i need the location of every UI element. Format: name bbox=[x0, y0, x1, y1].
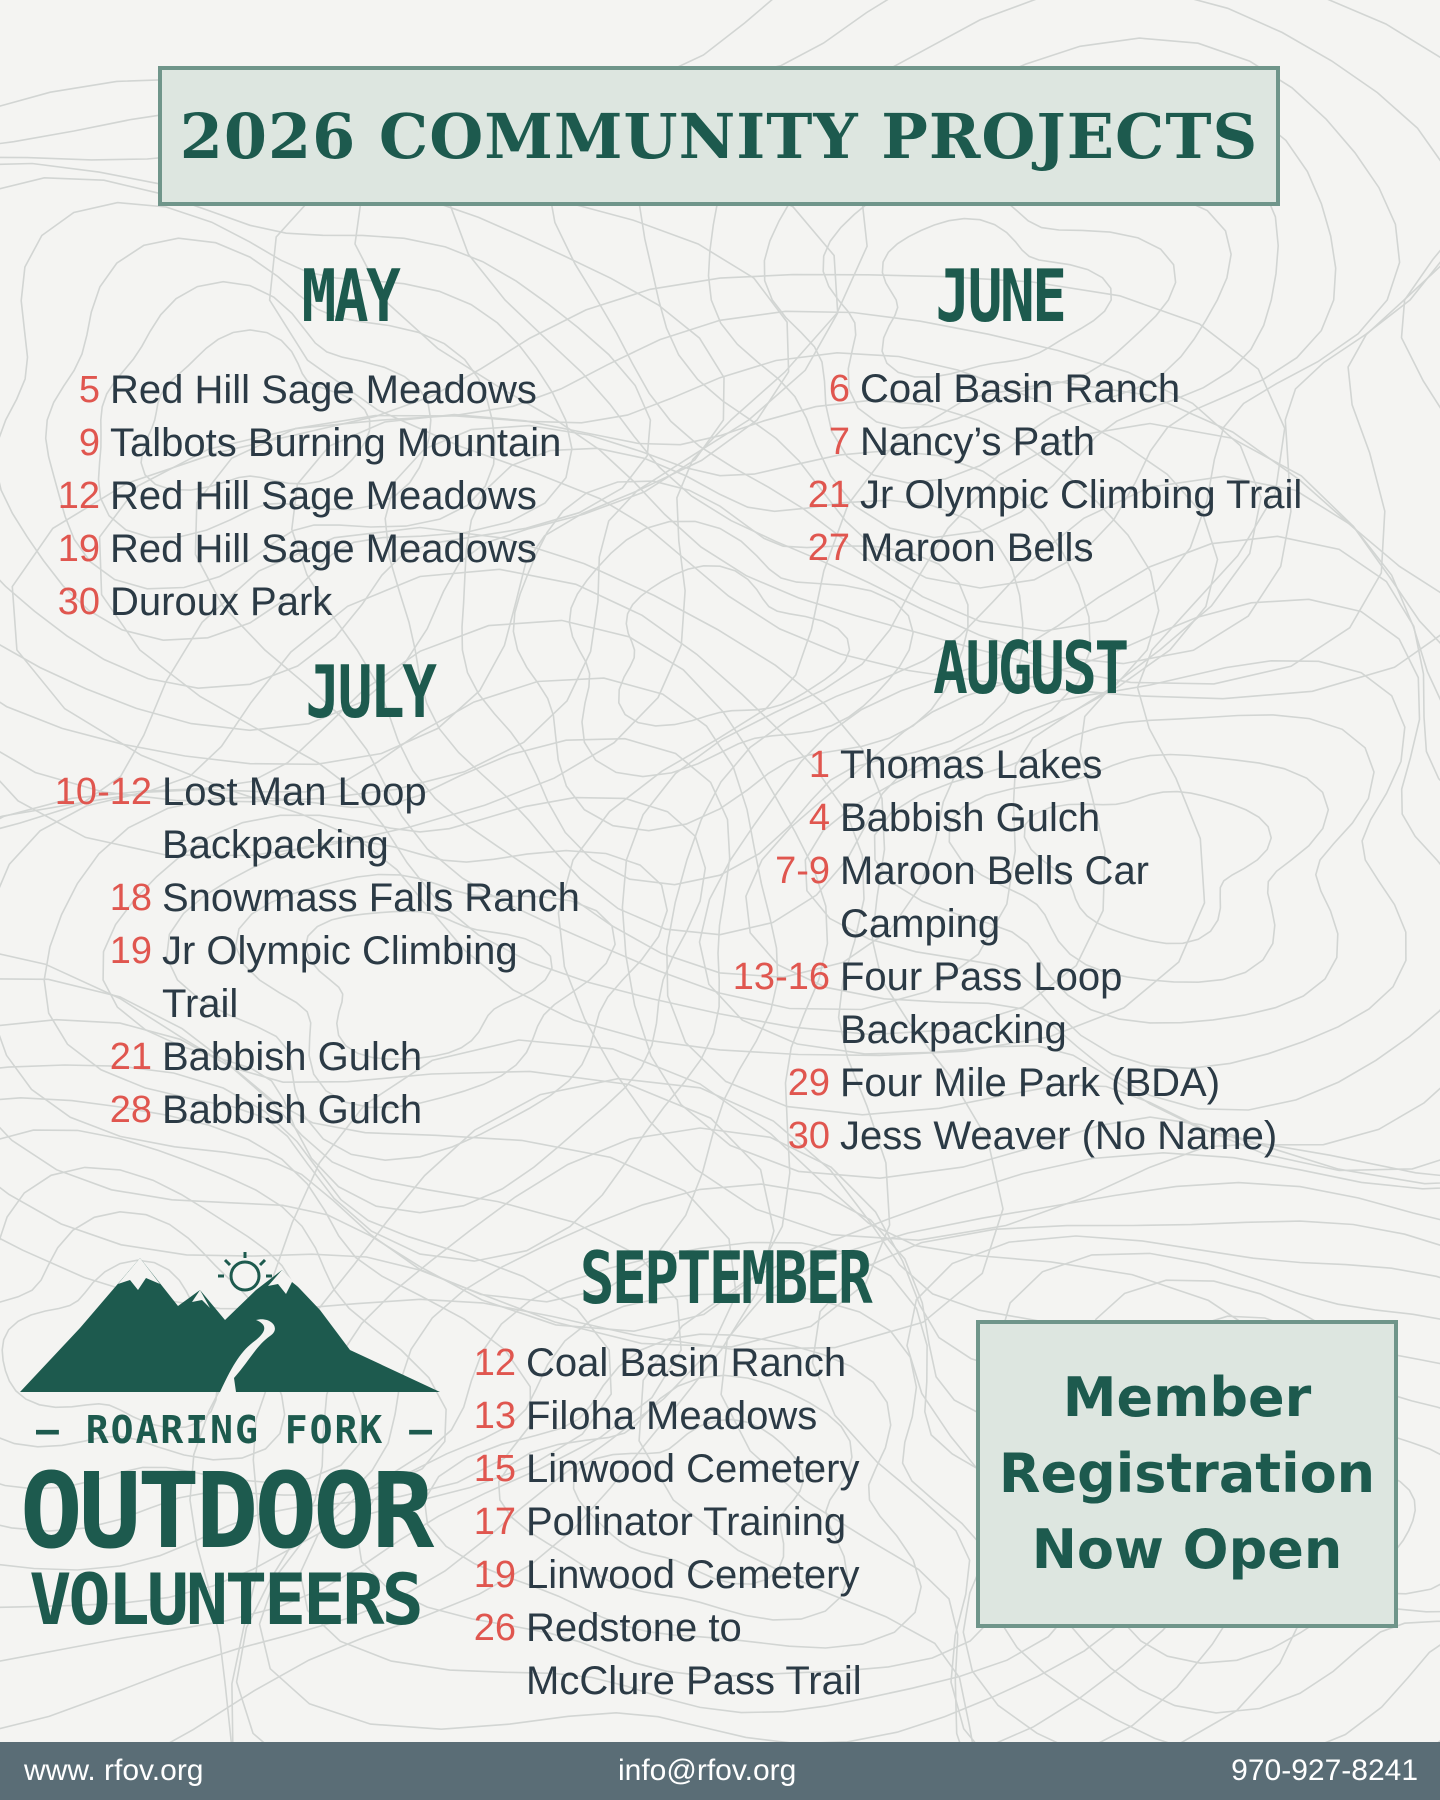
event-item bbox=[440, 1337, 846, 1390]
event-item bbox=[760, 522, 1093, 575]
event-name: Red Hill Sage Meadows bbox=[110, 474, 537, 518]
event-name: Talbots Burning Mountain bbox=[110, 421, 562, 465]
registration-banner bbox=[976, 1320, 1398, 1628]
event-item bbox=[440, 1549, 860, 1602]
event-item bbox=[30, 417, 561, 470]
event-name: Thomas Lakes bbox=[840, 743, 1103, 787]
event-item bbox=[30, 470, 537, 523]
event-item bbox=[40, 1084, 422, 1137]
event-date: 13-16 bbox=[732, 956, 830, 998]
event-name: Filoha Meadows bbox=[526, 1394, 818, 1438]
event-name: Lost Man Loop Backpacking bbox=[162, 770, 427, 867]
event-date: 17 bbox=[473, 1501, 516, 1543]
event-item bbox=[440, 1443, 860, 1496]
event-date: 30 bbox=[57, 581, 100, 623]
event-item bbox=[40, 872, 580, 925]
event-date: 21 bbox=[109, 1036, 152, 1078]
event-name: Jr Olympic Climbing Trail bbox=[860, 473, 1303, 517]
event-item bbox=[700, 951, 1122, 1057]
event-date: 19 bbox=[473, 1554, 516, 1596]
website-link[interactable]: www. rfov.org bbox=[24, 1754, 204, 1787]
logo-roaring-fork: – ROARING FORK – bbox=[35, 1408, 435, 1452]
event-item bbox=[40, 1031, 422, 1084]
event-name: Linwood Cemetery bbox=[526, 1553, 860, 1597]
event-item bbox=[760, 469, 1302, 522]
event-date: 7-9 bbox=[775, 850, 830, 892]
event-item bbox=[40, 766, 427, 872]
month-heading-july: JULY bbox=[305, 650, 435, 734]
event-date: 9 bbox=[78, 422, 100, 464]
month-heading-september: SEPTEMBER bbox=[579, 1236, 871, 1320]
logo-outdoor: OUTDOOR bbox=[20, 1450, 431, 1572]
event-name: Babbish Gulch bbox=[840, 796, 1101, 840]
event-name: Red Hill Sage Meadows bbox=[110, 527, 537, 571]
event-date: 29 bbox=[787, 1062, 830, 1104]
event-date: 19 bbox=[57, 528, 100, 570]
phone-number[interactable]: 970-927-8241 bbox=[1231, 1754, 1418, 1787]
event-name: Redstone to McClure Pass Trail bbox=[526, 1606, 862, 1703]
event-date: 18 bbox=[109, 877, 152, 919]
event-name: Four Pass Loop Backpacking bbox=[840, 955, 1123, 1052]
event-date: 5 bbox=[78, 369, 100, 411]
event-date: 4 bbox=[808, 797, 830, 839]
contact-footer bbox=[0, 1742, 1440, 1800]
email-link[interactable]: info@rfov.org bbox=[618, 1754, 797, 1787]
page-title: 2026 COMMUNITY PROJECTS bbox=[179, 99, 1259, 173]
event-name: Jr Olympic Climbing Trail bbox=[162, 929, 518, 1026]
logo-volunteers: VOLUNTEERS bbox=[29, 1559, 421, 1641]
event-date: 6 bbox=[828, 368, 850, 410]
event-date: 7 bbox=[828, 421, 850, 463]
month-heading-may: MAY bbox=[301, 254, 399, 338]
event-date: 27 bbox=[807, 527, 850, 569]
event-item bbox=[700, 1110, 1277, 1163]
event-item bbox=[700, 1057, 1220, 1110]
event-name: Maroon Bells Car Camping bbox=[840, 849, 1150, 946]
event-item bbox=[30, 523, 537, 576]
registration-text: Member Registration Now Open bbox=[998, 1366, 1376, 1581]
event-date: 12 bbox=[473, 1342, 516, 1384]
event-name: Babbish Gulch bbox=[162, 1088, 423, 1132]
event-date: 19 bbox=[109, 930, 152, 972]
event-item bbox=[700, 792, 1100, 845]
event-name: Coal Basin Ranch bbox=[526, 1341, 847, 1385]
event-date: 15 bbox=[473, 1448, 516, 1490]
event-name: Four Mile Park (BDA) bbox=[840, 1061, 1221, 1105]
mountain-logo-icon bbox=[20, 1250, 450, 1410]
event-date: 21 bbox=[807, 474, 850, 516]
event-item bbox=[30, 576, 332, 629]
event-date: 30 bbox=[787, 1115, 830, 1157]
event-item bbox=[40, 925, 518, 1031]
event-date: 28 bbox=[109, 1089, 152, 1131]
event-date: 10-12 bbox=[54, 771, 152, 813]
event-item bbox=[760, 416, 1095, 469]
event-item bbox=[440, 1602, 862, 1708]
event-name: Babbish Gulch bbox=[162, 1035, 423, 1079]
event-name: Linwood Cemetery bbox=[526, 1447, 860, 1491]
event-item bbox=[30, 364, 537, 417]
event-name: Pollinator Training bbox=[526, 1500, 847, 1544]
event-name: Red Hill Sage Meadows bbox=[110, 368, 537, 412]
event-date: 1 bbox=[808, 744, 830, 786]
month-heading-june: JUNE bbox=[935, 254, 1065, 338]
event-item bbox=[760, 363, 1180, 416]
event-item bbox=[700, 845, 1149, 951]
event-name: Duroux Park bbox=[110, 580, 333, 624]
event-date: 26 bbox=[473, 1607, 516, 1649]
event-item bbox=[440, 1496, 846, 1549]
event-item bbox=[440, 1390, 817, 1443]
event-name: Maroon Bells bbox=[860, 526, 1094, 570]
event-name: Jess Weaver (No Name) bbox=[840, 1114, 1278, 1158]
event-date: 12 bbox=[57, 475, 100, 517]
organization-logo bbox=[20, 1250, 450, 1650]
event-date: 13 bbox=[473, 1395, 516, 1437]
event-name: Coal Basin Ranch bbox=[860, 367, 1181, 411]
event-name: Snowmass Falls Ranch bbox=[162, 876, 580, 920]
event-name: Nancy’s Path bbox=[860, 420, 1095, 464]
title-banner bbox=[158, 66, 1280, 206]
event-item bbox=[700, 739, 1102, 792]
month-heading-august: AUGUST bbox=[933, 626, 1127, 710]
